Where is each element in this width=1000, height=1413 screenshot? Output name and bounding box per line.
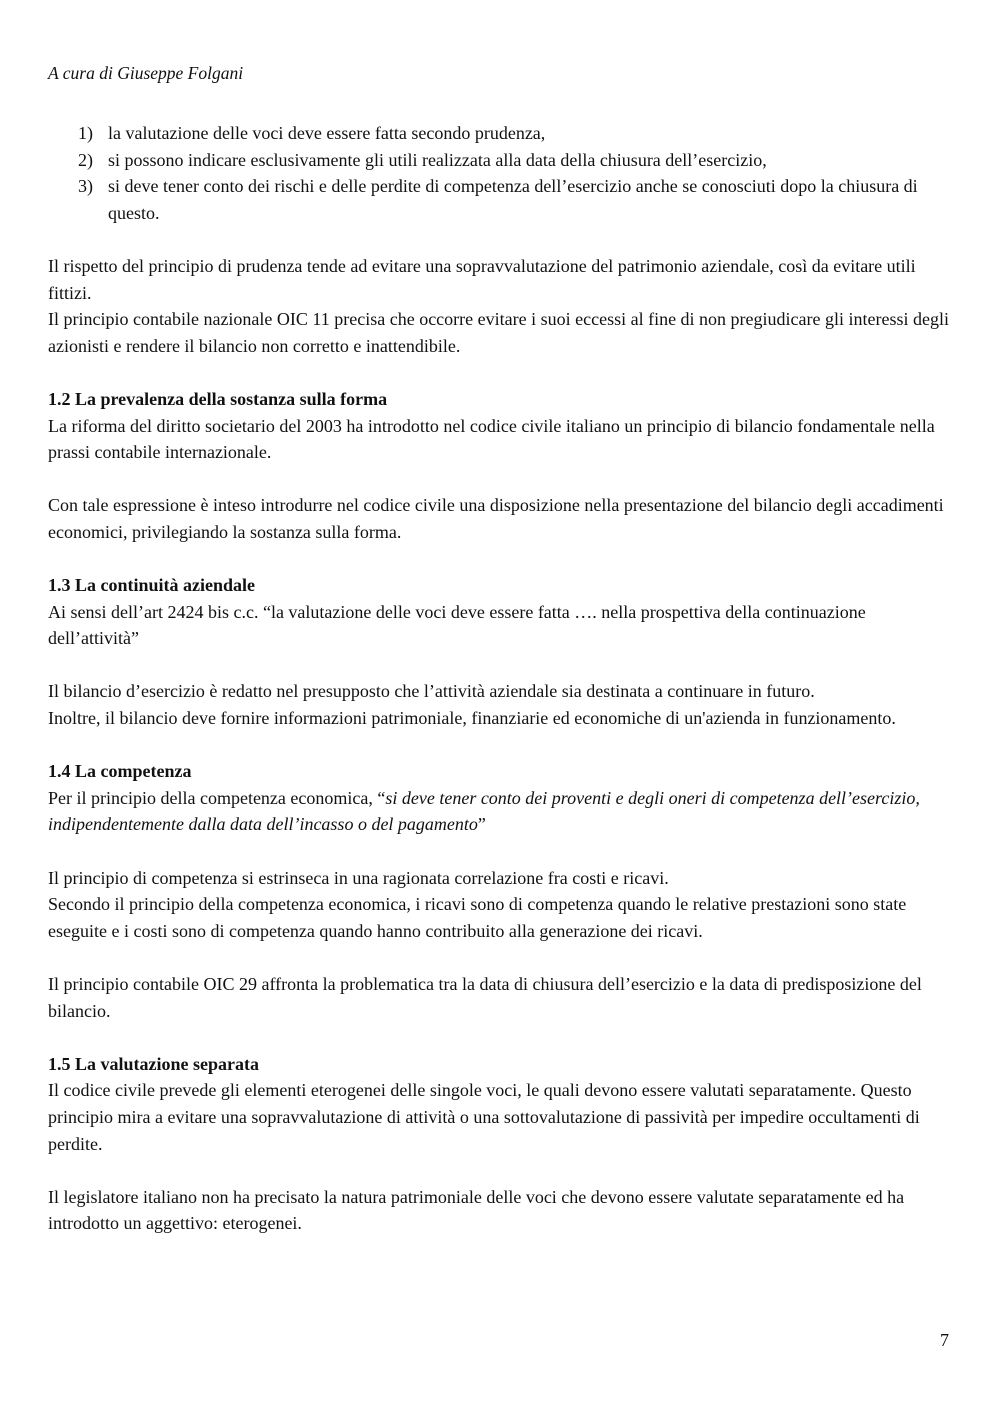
list-item-text: la valutazione delle voci deve essere fatta secondo prudenza,: [108, 123, 546, 143]
paragraph: Inoltre, il bilancio deve fornire informazioni patrimoniale, finanziarie ed economiche di un'azienda in funzionamento.: [48, 708, 896, 729]
list-item-text: si deve tener conto dei rischi e delle perdite di competenza dell’esercizio anche se conosciuti dopo la chiusura di questo.: [108, 176, 918, 223]
section-heading: 1.4 La competenza: [48, 761, 192, 782]
section-heading: 1.5 La valutazione separata: [48, 1053, 259, 1074]
quote-prefix: Per il principio della competenza economica, “: [48, 787, 386, 808]
paragraph: Il codice civile prevede gli elementi eterogenei delle singole voci, le quali devono essere valutati separatamente. Questo principio mira a evitare una sopravvalutazione di attività o una sottovalutazione di passività per impedire occultamenti di perdite.: [48, 1080, 920, 1154]
italic-quote: si deve tener conto dei proventi e degli oneri di competenza dell’esercizio, indipendentemente dalla data dell’incasso o del pagamento: [48, 787, 920, 835]
paragraph: Il principio contabile nazionale OIC 11 precisa che occorre evitare i suoi eccessi al fine di non pregiudicare gli interessi degli azionisti e rendere il bilancio non corretto e inattendibile.: [48, 309, 949, 356]
list-item-text: si possono indicare esclusivamente gli utili realizzata alla data della chiusura dell’esercizio,: [108, 149, 767, 170]
paragraph: Ai sensi dell’art 2424 bis c.c. “la valutazione delle voci deve essere fatta …. nella prospettiva della continuazione dell’attività”: [48, 601, 866, 649]
paragraph: La riforma del diritto societario del 2003 ha introdotto nel codice civile italiano un principio di bilancio fondamentale nella prassi contabile internazionale.: [48, 415, 935, 463]
paragraph: Secondo il principio della competenza economica, i ricavi sono di competenza quando le relative prestazioni sono state eseguite e i costi sono di competenza quando hanno contribuito alla generazione dei ricavi.: [48, 894, 907, 941]
paragraph-with-quote: [48, 785, 953, 838]
page-number: 7: [940, 1330, 949, 1350]
page-header-author: A cura di Giuseppe Folgani: [48, 63, 244, 83]
list-item: [48, 120, 953, 147]
paragraph: Il legislatore italiano non ha precisato la natura patrimoniale delle voci che devono essere valutate separatamente ed ha introdotto un aggettivo: eterogenei.: [48, 1186, 905, 1234]
paragraph: Il principio di competenza si estrinseca in una ragionata correlazione fra costi e ricavi.: [48, 867, 669, 888]
list-item: [48, 173, 953, 226]
list-item-number: 1): [78, 123, 93, 143]
page-body: [48, 120, 953, 1237]
section-heading: 1.2 La prevalenza della sostanza sulla forma: [48, 388, 388, 409]
list-item: [48, 147, 953, 174]
paragraph: Il principio contabile OIC 29 affronta la problematica tra la data di chiusura dell’esercizio e la data di predisposizione del bilancio.: [48, 974, 922, 1021]
prudence-criteria-list: [48, 120, 953, 226]
paragraph: Il bilancio d’esercizio è redatto nel presupposto che l’attività aziendale sia destinata a continuare in futuro.: [48, 681, 815, 702]
list-item-number: 2): [78, 149, 93, 170]
section-heading: 1.3 La continuità aziendale: [48, 575, 256, 596]
paragraph: Con tale espressione è inteso introdurre nel codice civile una disposizione nella presentazione del bilancio degli accadimenti economici, privilegiando la sostanza sulla forma.: [48, 495, 944, 542]
paragraph: Il rispetto del principio di prudenza tende ad evitare una sopravvalutazione del patrimonio aziendale, così da evitare utili fittizi.: [48, 255, 916, 303]
quote-suffix: ”: [477, 814, 486, 835]
list-item-number: 3): [78, 176, 93, 197]
